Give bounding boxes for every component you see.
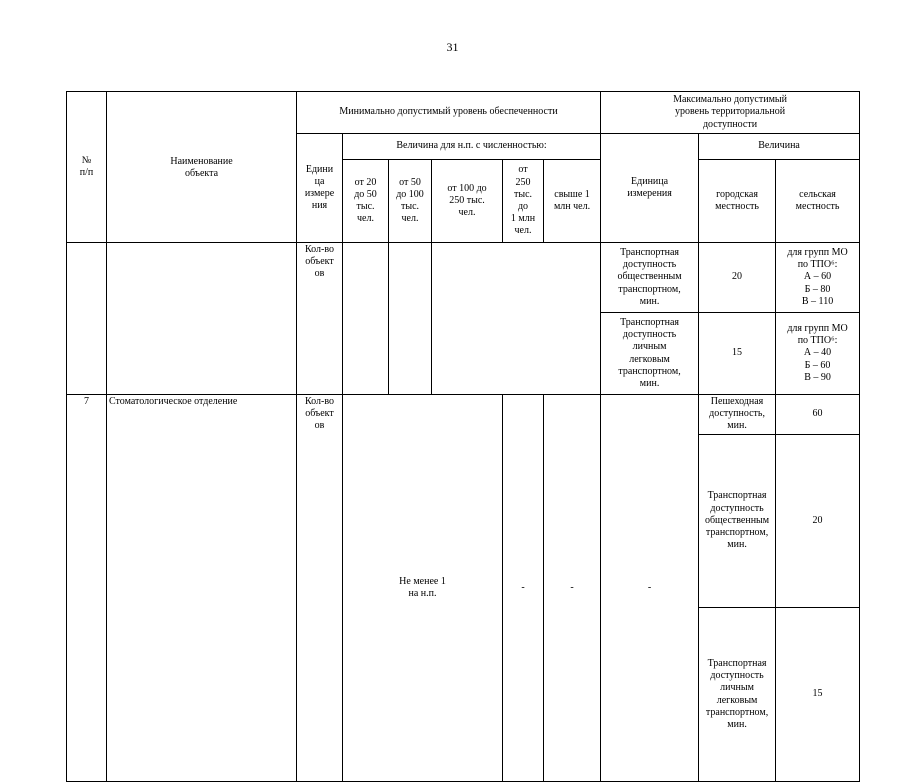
dash-cell: - xyxy=(544,395,601,782)
col-header-min-level: Минимально допустимый уровень обеспеченности xyxy=(297,92,601,134)
continuation-empty-cell xyxy=(432,243,601,395)
access-unit-cell: Пешеходная доступность, мин. xyxy=(699,395,776,435)
row-number: 7 xyxy=(67,395,107,782)
rural-value-cell: для групп МО по ТПО⁶: А – 40 Б – 60 В – 90 xyxy=(776,313,860,395)
access-unit-cell: Транспортная доступность общественным транспортном, мин. xyxy=(601,243,699,313)
col-header-unit: Едини ца измере ния xyxy=(297,134,343,243)
unit-cell: Кол-во объект ов xyxy=(297,395,343,782)
col-header-pop-50-100k: от 50 до 100 тыс. чел. xyxy=(389,160,432,243)
dash-cell: - xyxy=(601,395,699,782)
col-header-rural: сельская местность xyxy=(776,160,860,243)
col-header-pop-250k-1m: от 250 тыс. до 1 млн чел. xyxy=(503,160,544,243)
col-header-name: Наименование объекта xyxy=(107,92,297,243)
urban-value-cell: 15 xyxy=(699,313,776,395)
continuation-empty-cell xyxy=(343,243,389,395)
min-value-cell: Не менее 1 на н.п. xyxy=(343,395,503,782)
col-header-pop-over-1m: свыше 1 млн чел. xyxy=(544,160,601,243)
continuation-unit: Кол-во объект ов xyxy=(297,243,343,395)
urban-value-cell: 60 xyxy=(776,395,860,435)
access-unit-cell: Транспортная доступность личным легковым транспортном, мин. xyxy=(601,313,699,395)
urban-value-cell: 20 xyxy=(776,434,860,608)
access-unit-cell: Транспортная доступность личным легковым транспортном, мин. xyxy=(699,608,776,782)
facility-standards-table xyxy=(66,91,860,782)
urban-value-cell: 15 xyxy=(776,608,860,782)
table-row xyxy=(67,243,860,313)
col-header-number: № п/п xyxy=(67,92,107,243)
col-header-pop-100-250k: от 100 до 250 тыс. чел. xyxy=(432,160,503,243)
access-unit-cell: Транспортная доступность общественным транспортном, мин. xyxy=(699,434,776,608)
col-header-urban: городская местность xyxy=(699,160,776,243)
col-header-max-level: Максимально допустимый уровень территориальной доступности xyxy=(601,92,860,134)
col-header-access-unit: Единица измерения xyxy=(601,134,699,243)
header-row-1 xyxy=(67,92,860,134)
rural-value-cell: для групп МО по ТПО⁶: А – 60 Б – 80 В – 110 xyxy=(776,243,860,313)
continuation-number-cell xyxy=(67,243,107,395)
continuation-empty-cell xyxy=(389,243,432,395)
page-number: 31 xyxy=(446,40,459,54)
col-header-pop-20-50k: от 20 до 50 тыс. чел. xyxy=(343,160,389,243)
urban-value-cell: 20 xyxy=(699,243,776,313)
table-row xyxy=(67,395,860,435)
col-header-magnitude-by-population: Величина для н.п. с численностью: xyxy=(343,134,601,160)
dash-cell: - xyxy=(503,395,544,782)
facility-name: Стоматологическое отделение xyxy=(107,395,297,782)
continuation-name-cell xyxy=(107,243,297,395)
col-header-magnitude: Величина xyxy=(699,134,860,160)
